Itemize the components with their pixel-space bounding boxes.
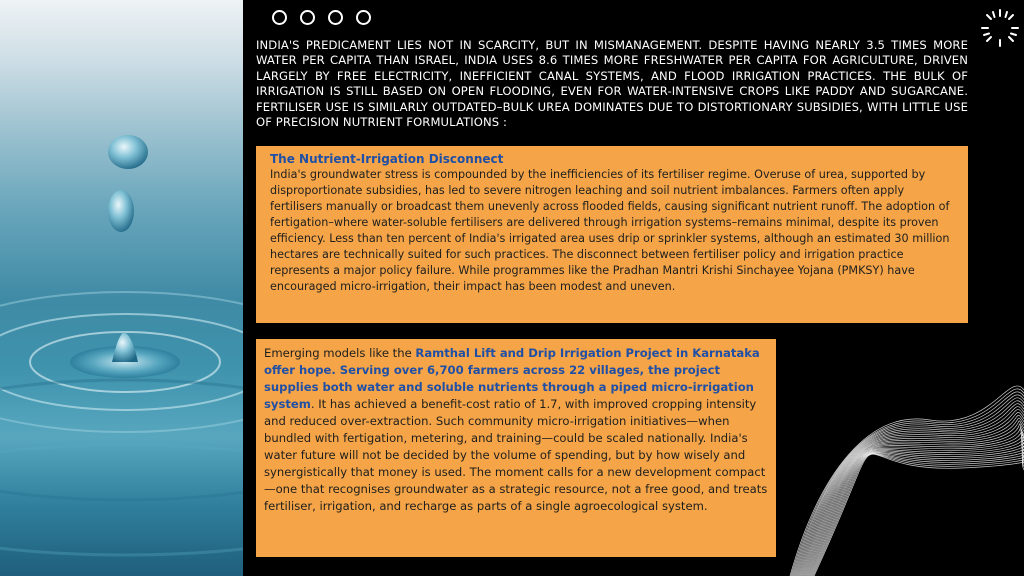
box-title: The Nutrient-Irrigation Disconnect: [270, 152, 504, 166]
line-wave-graphic: [780, 350, 1024, 576]
water-drop-photo: [0, 0, 243, 576]
circle-icon: [356, 10, 371, 25]
box2-rest: . It has achieved a benefit-cost ratio of 1.7, with improved cropping intensity and reduced over-extraction. Such community micro-irrigation initiatives—when bundled with fertigation, metering, and training—could be scaled nationally. India's water future will not be decided by the volume of spending, but by how wisely and synergistically that money is used. The moment calls for a new development compact—one that recognises groundwater as a strategic resource, not a free good, and treats fertiliser, irrigation, and recharge as parts of a single agroecological system.: [264, 397, 768, 513]
emerging-models-box: [256, 339, 776, 557]
box2-lead: Emerging models like the: [264, 346, 416, 360]
circle-icon: [328, 10, 343, 25]
circle-icon: [300, 10, 315, 25]
intro-paragraph: INDIA'S PREDICAMENT LIES NOT IN SCARCITY, BUT IN MISMANAGEMENT. DESPITE HAVING NEARLY 3.5 TIMES MORE WATER PER CAPITA THAN ISRAEL, INDIA USES 8.6 TIMES MORE FRESHWATER PER CAPITA FOR AGRICULTURE, DRIVEN LARGELY BY FREE ELECTRICITY, INEFFICIENT CANAL SYSTEMS, AND FLOOD IRRIGATION PRACTICES. THE BULK OF IRRIGATION IS STILL BASED ON OPEN FLOODING, EVEN FOR WATER-INTENSIVE CROPS LIKE PADDY AND SUGARCANE. FERTILISER USE IS SIMILARLY OUTDATED–BULK UREA DOMINATES DUE TO DISTORTIONARY SUBSIDIES, WITH LITTLE USE OF PRECISION NUTRIENT FORMULATIONS :: [256, 38, 968, 130]
circle-icon: [272, 10, 287, 25]
box-body: India's groundwater stress is compounded by the inefficiencies of its fertiliser regime. Overuse of urea, supported by disproportionate subsidies, has led to severe nitrogen leaching and soil nutrient imbalances. Farmers often apply fertilisers manually or broadcast them unevenly across flooded fields, causing significant nutrient runoff. The adoption of fertigation–where water-soluble fertilisers are delivered through irrigation systems–remains minimal, despite its proven efficiency. Less than ten percent of India's irrigated area uses drip or sprinkler systems, although an estimated 30 million hectares are technically suited for such practices. The disconnect between fertiliser policy and irrigation practice represents a major policy failure. While programmes like the Pradhan Mantri Krishi Sinchayee Yojana (PMKSY) have encouraged micro-irrigation, their impact has been modest and uneven.: [270, 168, 950, 293]
decorative-circles-icon: [272, 10, 371, 25]
nutrient-irrigation-box: [256, 146, 968, 323]
box2-highlight: Ramthal Lift and Drip Irrigation Project in Karnataka offer hope. Serving over 6,700 farmers across 22 villages, the project supplies both water and soluble nutrients through a piped micro-irrigation system: [264, 346, 760, 411]
sunburst-icon: [980, 8, 1020, 48]
